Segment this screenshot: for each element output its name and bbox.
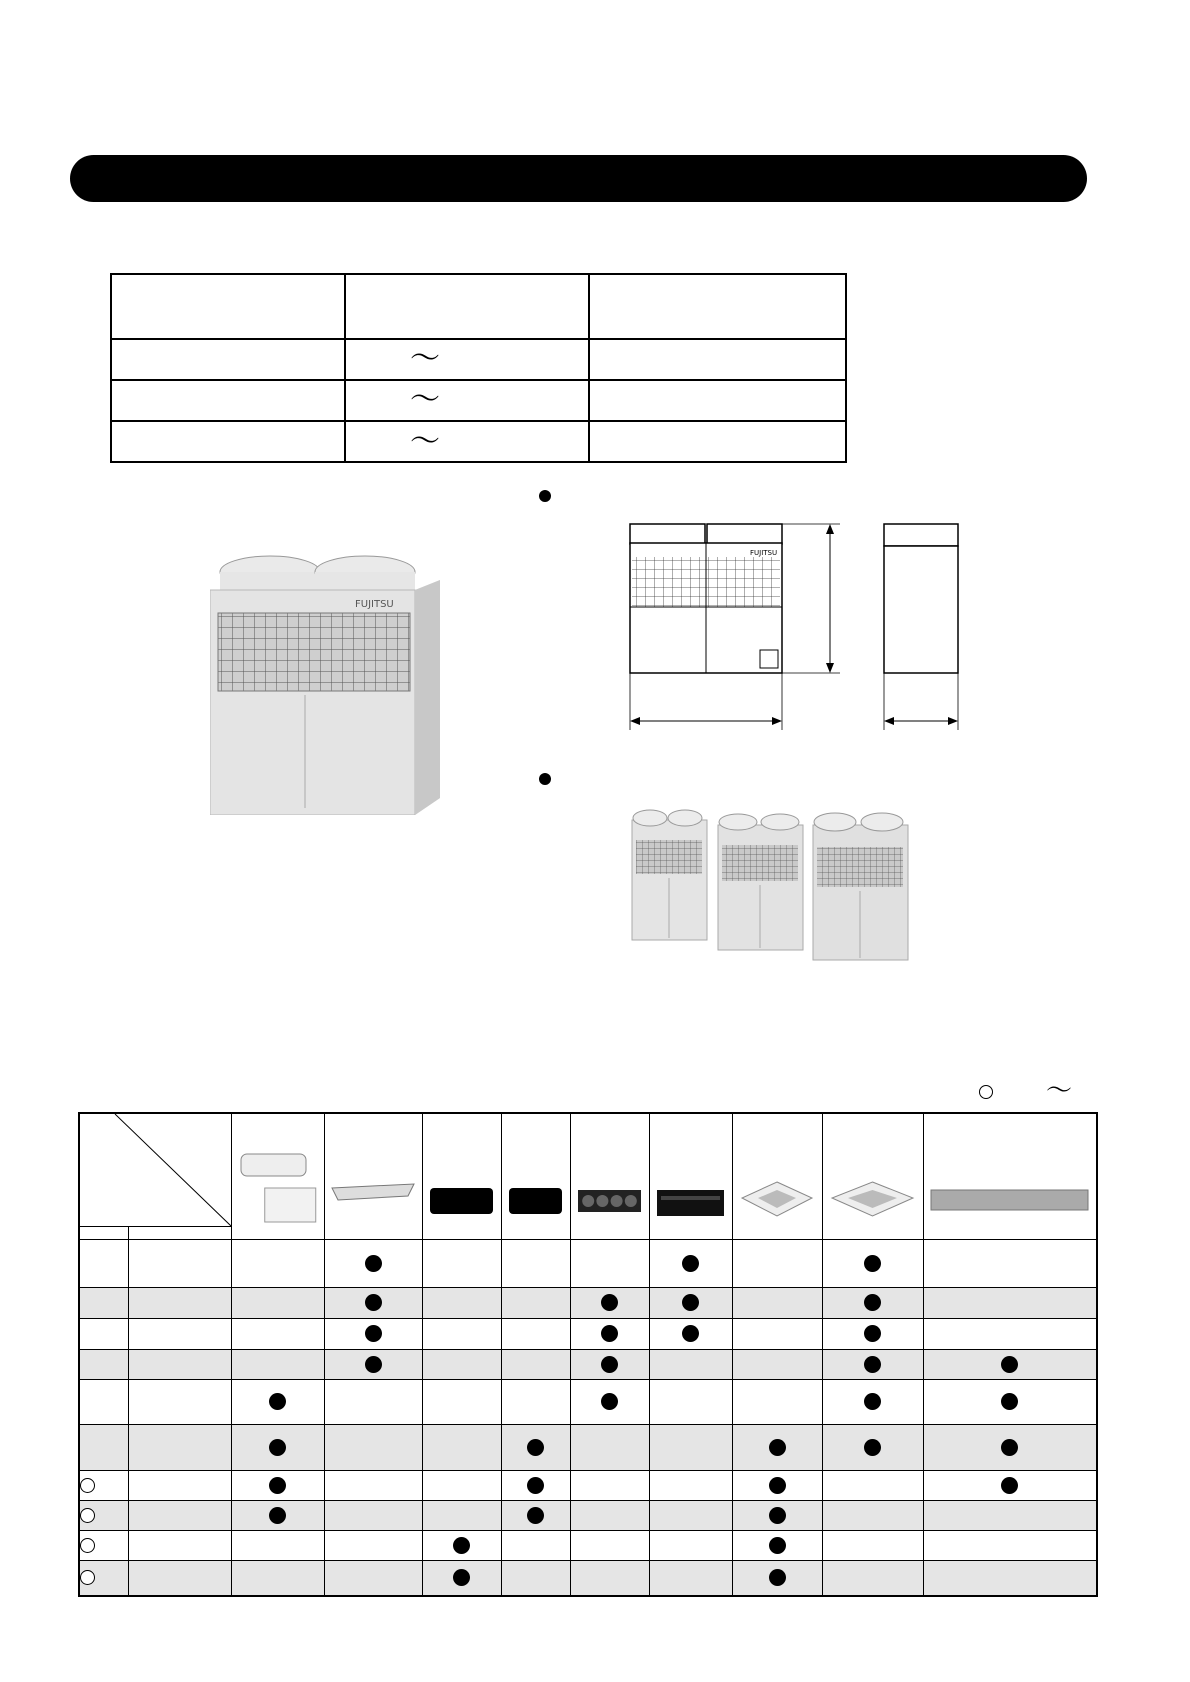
column-divider: [570, 1114, 571, 1595]
range-tilde: ～: [410, 341, 440, 376]
filled-dot-icon: [453, 1537, 470, 1554]
filled-dot-icon: [269, 1507, 286, 1524]
filled-dot-icon: [453, 1569, 470, 1586]
filled-dot-icon: [769, 1569, 786, 1586]
row-divider: [80, 1470, 1096, 1471]
filled-dot-icon: [864, 1356, 881, 1373]
filled-dot-icon: [365, 1325, 382, 1342]
filled-dot-icon: [601, 1325, 618, 1342]
filled-dot-icon: [769, 1537, 786, 1554]
filled-dot-icon: [1001, 1439, 1018, 1456]
shaded-row: [80, 1349, 1096, 1379]
shaded-row: [80, 1424, 1096, 1470]
column-divider: [231, 1114, 232, 1595]
compatibility-table: [78, 1112, 1098, 1597]
filled-dot-icon: [527, 1439, 544, 1456]
ceiling-unit-icon: [328, 1126, 418, 1226]
column-divider: [649, 1114, 650, 1595]
column-divider: [822, 1114, 823, 1595]
filled-dot-icon: [269, 1477, 286, 1494]
ring-icon: [80, 1538, 95, 1553]
filled-dot-icon: [269, 1439, 286, 1456]
cassette-unit-icon: [826, 1126, 919, 1226]
shaded-row: [80, 1287, 1096, 1318]
filled-dot-icon: [1001, 1356, 1018, 1373]
row-divider: [80, 1349, 1096, 1350]
spec-table-divider: [112, 338, 845, 340]
filled-dot-icon: [682, 1325, 699, 1342]
filled-dot-icon: [527, 1477, 544, 1494]
bullet-icon: [539, 490, 551, 502]
spec-table-divider: [344, 275, 346, 461]
column-divider: [501, 1114, 502, 1595]
filled-dot-icon: [1001, 1393, 1018, 1410]
filled-dot-icon: [269, 1393, 286, 1410]
spec-table-divider: [112, 379, 845, 381]
filled-dot-icon: [864, 1255, 881, 1272]
ring-icon: [80, 1508, 95, 1523]
row-divider: [80, 1560, 1096, 1561]
filled-dot-icon: [769, 1439, 786, 1456]
combination-units-photo: [630, 800, 930, 965]
row-divider: [80, 1424, 1096, 1425]
filled-dot-icon: [527, 1507, 544, 1524]
bullet-icon: [539, 773, 551, 785]
column-divider: [324, 1114, 325, 1595]
duct-unit-icon: [505, 1126, 566, 1226]
spec-table: [110, 273, 847, 463]
cassette-unit-icon: [736, 1126, 818, 1226]
brand-logo: FUJITSU: [355, 599, 394, 610]
row-divider: [80, 1287, 1096, 1288]
filled-dot-icon: [601, 1356, 618, 1373]
filled-dot-icon: [864, 1393, 881, 1410]
row-divider: [80, 1318, 1096, 1319]
column-divider: [923, 1114, 924, 1595]
filled-dot-icon: [769, 1507, 786, 1524]
svg-text:FUJITSU: FUJITSU: [750, 549, 778, 557]
spec-table-divider: [112, 420, 845, 422]
header-divider: [80, 1226, 231, 1227]
column-divider: [128, 1226, 129, 1595]
duct-unit-icon: [653, 1126, 728, 1226]
column-divider: [732, 1114, 733, 1595]
filled-dot-icon: [365, 1294, 382, 1311]
slim-duct-unit-icon: [574, 1126, 645, 1226]
filled-dot-icon: [601, 1393, 618, 1410]
filled-dot-icon: [769, 1477, 786, 1494]
row-divider: [80, 1500, 1096, 1501]
ring-icon: [80, 1478, 95, 1493]
filled-dot-icon: [864, 1294, 881, 1311]
legend-ring-icon: [979, 1085, 993, 1099]
legend-tilde: ～: [1046, 1076, 1073, 1106]
filled-dot-icon: [1001, 1477, 1018, 1494]
filled-dot-icon: [682, 1294, 699, 1311]
shaded-row: [80, 1560, 1096, 1595]
filled-dot-icon: [864, 1325, 881, 1342]
filled-dot-icon: [682, 1255, 699, 1272]
range-tilde: ～: [410, 424, 440, 459]
floor-unit-icon: [927, 1126, 1092, 1226]
header-diagonal: [80, 1114, 231, 1226]
column-divider: [422, 1114, 423, 1595]
filled-dot-icon: [601, 1294, 618, 1311]
filled-dot-icon: [864, 1439, 881, 1456]
section-header-banner: [70, 155, 1087, 202]
row-divider: [80, 1379, 1096, 1380]
outdoor-unit-photo: [210, 550, 450, 815]
dimension-drawing: [600, 515, 980, 745]
filled-dot-icon: [365, 1255, 382, 1272]
spec-table-divider: [588, 275, 590, 461]
shaded-row: [80, 1500, 1096, 1530]
filled-dot-icon: [365, 1356, 382, 1373]
wall-mounted-unit-icon: [235, 1126, 320, 1226]
ring-icon: [80, 1570, 95, 1585]
duct-unit-icon: [426, 1126, 497, 1226]
row-divider: [80, 1239, 1096, 1240]
row-divider: [80, 1530, 1096, 1531]
range-tilde: ～: [410, 382, 440, 417]
